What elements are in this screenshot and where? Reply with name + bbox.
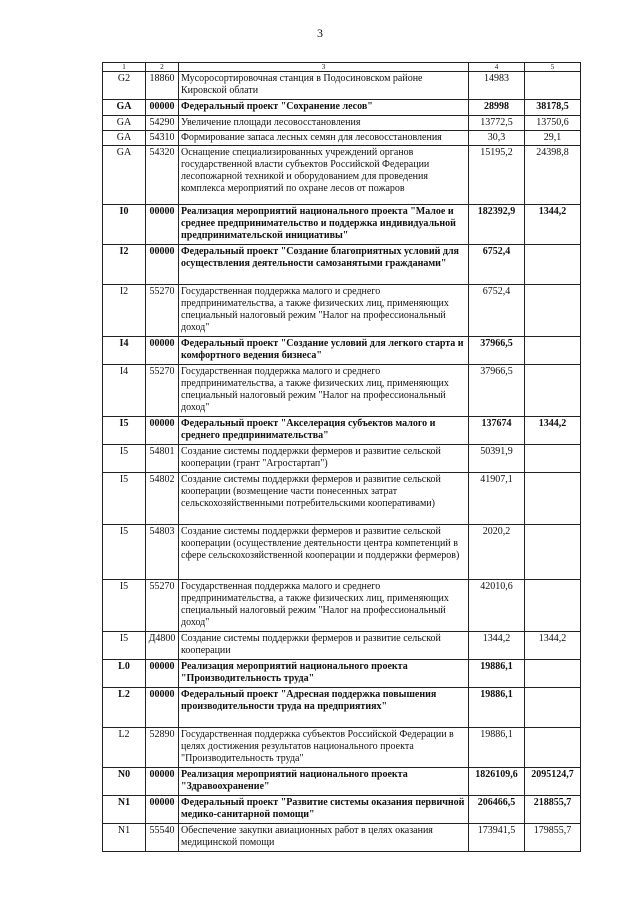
section-code-cell: N1 bbox=[103, 824, 146, 852]
amount-col4-cell: 13772,5 bbox=[469, 116, 525, 131]
section-code-cell: I5 bbox=[103, 632, 146, 660]
description-cell: Создание системы поддержки фермеров и развитие сельской кооперации (возмещение части понесенных затрат сельскохозяйственными потребительскими кооперативами) bbox=[179, 473, 469, 525]
item-code-cell: 55270 bbox=[146, 580, 179, 632]
amount-col4-cell: 1344,2 bbox=[469, 632, 525, 660]
item-code-cell: 52890 bbox=[146, 728, 179, 768]
amount-col5-cell bbox=[525, 337, 581, 365]
description-cell: Формирование запаса лесных семян для лесовосстановления bbox=[179, 131, 469, 146]
table-row bbox=[103, 116, 581, 131]
table-row bbox=[103, 660, 581, 688]
amount-col4-cell: 173941,5 bbox=[469, 824, 525, 852]
item-code-cell: 54802 bbox=[146, 473, 179, 525]
description-cell: Федеральный проект "Создание условий для легкого старта и комфортного ведения бизнеса" bbox=[179, 337, 469, 365]
section-code-cell: I5 bbox=[103, 445, 146, 473]
section-code-cell: I5 bbox=[103, 580, 146, 632]
description-cell: Федеральный проект "Акселерация субъектов малого и среднего предпринимательства" bbox=[179, 417, 469, 445]
amount-col5-cell bbox=[525, 473, 581, 525]
section-code-cell: GA bbox=[103, 100, 146, 116]
amount-col5-cell: 1344,2 bbox=[525, 417, 581, 445]
section-code-cell: G2 bbox=[103, 72, 146, 100]
table-body bbox=[103, 72, 581, 852]
description-cell: Федеральный проект "Развитие системы оказания первичной медико-санитарной помощи" bbox=[179, 796, 469, 824]
amount-col5-cell: 2095124,7 bbox=[525, 768, 581, 796]
table-row bbox=[103, 728, 581, 768]
section-code-cell: L2 bbox=[103, 688, 146, 728]
table-row bbox=[103, 580, 581, 632]
section-code-cell: N0 bbox=[103, 768, 146, 796]
amount-col5-cell: 1344,2 bbox=[525, 632, 581, 660]
section-code-cell: N1 bbox=[103, 796, 146, 824]
amount-col4-cell: 28998 bbox=[469, 100, 525, 116]
section-code-cell: I2 bbox=[103, 245, 146, 285]
description-cell: Реализация мероприятий национального проекта "Малое и среднее предпринимательство и поддержка индивидуальной предпринимательской инициативы" bbox=[179, 205, 469, 245]
table-row bbox=[103, 473, 581, 525]
table-row bbox=[103, 72, 581, 100]
budget-table bbox=[102, 62, 581, 852]
description-cell: Увеличение площади лесовосстановления bbox=[179, 116, 469, 131]
amount-col5-cell bbox=[525, 72, 581, 100]
item-code-cell: 54290 bbox=[146, 116, 179, 131]
item-code-cell: 00000 bbox=[146, 205, 179, 245]
description-cell: Мусоросортировочная станция в Подосиновском районе Кировской облати bbox=[179, 72, 469, 100]
column-header-1: 1 bbox=[103, 63, 146, 72]
description-cell: Государственная поддержка субъектов Российской Федерации в целях достижения результатов национального проекта "Производительность труда" bbox=[179, 728, 469, 768]
amount-col4-cell: 42010,6 bbox=[469, 580, 525, 632]
section-code-cell: L0 bbox=[103, 660, 146, 688]
description-cell: Федеральный проект "Создание благоприятных условий для осуществления деятельности самозанятыми гражданами" bbox=[179, 245, 469, 285]
section-code-cell: I0 bbox=[103, 205, 146, 245]
item-code-cell: 00000 bbox=[146, 688, 179, 728]
table-row bbox=[103, 365, 581, 417]
table-row bbox=[103, 100, 581, 116]
amount-col5-cell bbox=[525, 580, 581, 632]
item-code-cell: 00000 bbox=[146, 337, 179, 365]
item-code-cell: 00000 bbox=[146, 768, 179, 796]
amount-col5-cell: 24398,8 bbox=[525, 146, 581, 205]
amount-col5-cell bbox=[525, 445, 581, 473]
amount-col4-cell: 19886,1 bbox=[469, 660, 525, 688]
item-code-cell: 54803 bbox=[146, 525, 179, 580]
section-code-cell: I5 bbox=[103, 525, 146, 580]
section-code-cell: I2 bbox=[103, 285, 146, 337]
section-code-cell: GA bbox=[103, 146, 146, 205]
table-row bbox=[103, 445, 581, 473]
amount-col4-cell: 182392,9 bbox=[469, 205, 525, 245]
description-cell: Государственная поддержка малого и среднего предпринимательства, а также физических лиц, применяющих специальный налоговый режим "Налог на профессиональный доход" bbox=[179, 285, 469, 337]
item-code-cell: 54320 bbox=[146, 146, 179, 205]
amount-col4-cell: 6752,4 bbox=[469, 285, 525, 337]
amount-col4-cell: 37966,5 bbox=[469, 365, 525, 417]
amount-col5-cell: 13750,6 bbox=[525, 116, 581, 131]
section-code-cell: GA bbox=[103, 116, 146, 131]
item-code-cell: 00000 bbox=[146, 796, 179, 824]
amount-col5-cell bbox=[525, 728, 581, 768]
amount-col4-cell: 15195,2 bbox=[469, 146, 525, 205]
column-header-3: 3 bbox=[179, 63, 469, 72]
table-row bbox=[103, 285, 581, 337]
description-cell: Федеральный проект "Адресная поддержка повышения производительности труда на предприятиях" bbox=[179, 688, 469, 728]
amount-col4-cell: 137674 bbox=[469, 417, 525, 445]
item-code-cell: 00000 bbox=[146, 100, 179, 116]
description-cell: Создание системы поддержки фермеров и развитие сельской кооперации (осуществление деятельности центра компетенций в сфере сельскохозяйственной кооперации и поддержки фермеров) bbox=[179, 525, 469, 580]
item-code-cell: 55540 bbox=[146, 824, 179, 852]
item-code-cell: Д4800 bbox=[146, 632, 179, 660]
item-code-cell: 18860 bbox=[146, 72, 179, 100]
amount-col4-cell: 41907,1 bbox=[469, 473, 525, 525]
item-code-cell: 55270 bbox=[146, 285, 179, 337]
table-row bbox=[103, 632, 581, 660]
table-row bbox=[103, 337, 581, 365]
amount-col5-cell: 29,1 bbox=[525, 131, 581, 146]
column-header-5: 5 bbox=[525, 63, 581, 72]
amount-col5-cell: 38178,5 bbox=[525, 100, 581, 116]
item-code-cell: 00000 bbox=[146, 417, 179, 445]
amount-col5-cell bbox=[525, 525, 581, 580]
amount-col5-cell bbox=[525, 285, 581, 337]
table-row bbox=[103, 205, 581, 245]
table-row bbox=[103, 417, 581, 445]
amount-col5-cell bbox=[525, 245, 581, 285]
item-code-cell: 55270 bbox=[146, 365, 179, 417]
description-cell: Федеральный проект "Сохранение лесов" bbox=[179, 100, 469, 116]
amount-col5-cell bbox=[525, 365, 581, 417]
amount-col4-cell: 19886,1 bbox=[469, 728, 525, 768]
amount-col4-cell: 30,3 bbox=[469, 131, 525, 146]
section-code-cell: GA bbox=[103, 131, 146, 146]
description-cell: Создание системы поддержки фермеров и развитие сельской кооперации bbox=[179, 632, 469, 660]
section-code-cell: L2 bbox=[103, 728, 146, 768]
amount-col5-cell: 179855,7 bbox=[525, 824, 581, 852]
item-code-cell: 00000 bbox=[146, 245, 179, 285]
description-cell: Государственная поддержка малого и среднего предпринимательства, а также физических лиц, применяющих специальный налоговый режим "Налог на профессиональный доход" bbox=[179, 365, 469, 417]
section-code-cell: I4 bbox=[103, 337, 146, 365]
table-row bbox=[103, 768, 581, 796]
amount-col4-cell: 1826109,6 bbox=[469, 768, 525, 796]
column-header-2: 2 bbox=[146, 63, 179, 72]
description-cell: Реализация мероприятий национального проекта "Здравоохранение" bbox=[179, 768, 469, 796]
table-row bbox=[103, 245, 581, 285]
description-cell: Оснащение специализированных учреждений органов государственной власти субъектов Российской Федерации лесопожарной техникой и оборудованием для проведения комплекса мероприятий по охране лесов от пожаров bbox=[179, 146, 469, 205]
item-code-cell: 54801 bbox=[146, 445, 179, 473]
table-header-row bbox=[103, 63, 581, 72]
description-cell: Обеспечение закупки авиационных работ в целях оказания медицинской помощи bbox=[179, 824, 469, 852]
amount-col4-cell: 37966,5 bbox=[469, 337, 525, 365]
amount-col4-cell: 6752,4 bbox=[469, 245, 525, 285]
description-cell: Государственная поддержка малого и среднего предпринимательства, а также физических лиц, применяющих специальный налоговый режим "Налог на профессиональный доход" bbox=[179, 580, 469, 632]
item-code-cell: 00000 bbox=[146, 660, 179, 688]
table-row bbox=[103, 131, 581, 146]
table-row bbox=[103, 146, 581, 205]
description-cell: Создание системы поддержки фермеров и развитие сельской кооперации (грант "Агростартап") bbox=[179, 445, 469, 473]
amount-col4-cell: 50391,9 bbox=[469, 445, 525, 473]
amount-col4-cell: 14983 bbox=[469, 72, 525, 100]
amount-col5-cell bbox=[525, 660, 581, 688]
amount-col5-cell bbox=[525, 688, 581, 728]
table-row bbox=[103, 525, 581, 580]
amount-col5-cell: 1344,2 bbox=[525, 205, 581, 245]
amount-col4-cell: 206466,5 bbox=[469, 796, 525, 824]
page-number: 3 bbox=[317, 26, 323, 40]
description-cell: Реализация мероприятий национального проекта "Производительность труда" bbox=[179, 660, 469, 688]
section-code-cell: I5 bbox=[103, 473, 146, 525]
amount-col4-cell: 2020,2 bbox=[469, 525, 525, 580]
section-code-cell: I5 bbox=[103, 417, 146, 445]
column-header-4: 4 bbox=[469, 63, 525, 72]
section-code-cell: I4 bbox=[103, 365, 146, 417]
amount-col5-cell: 218855,7 bbox=[525, 796, 581, 824]
table-row bbox=[103, 796, 581, 824]
table-row bbox=[103, 688, 581, 728]
item-code-cell: 54310 bbox=[146, 131, 179, 146]
amount-col4-cell: 19886,1 bbox=[469, 688, 525, 728]
table-row bbox=[103, 824, 581, 852]
